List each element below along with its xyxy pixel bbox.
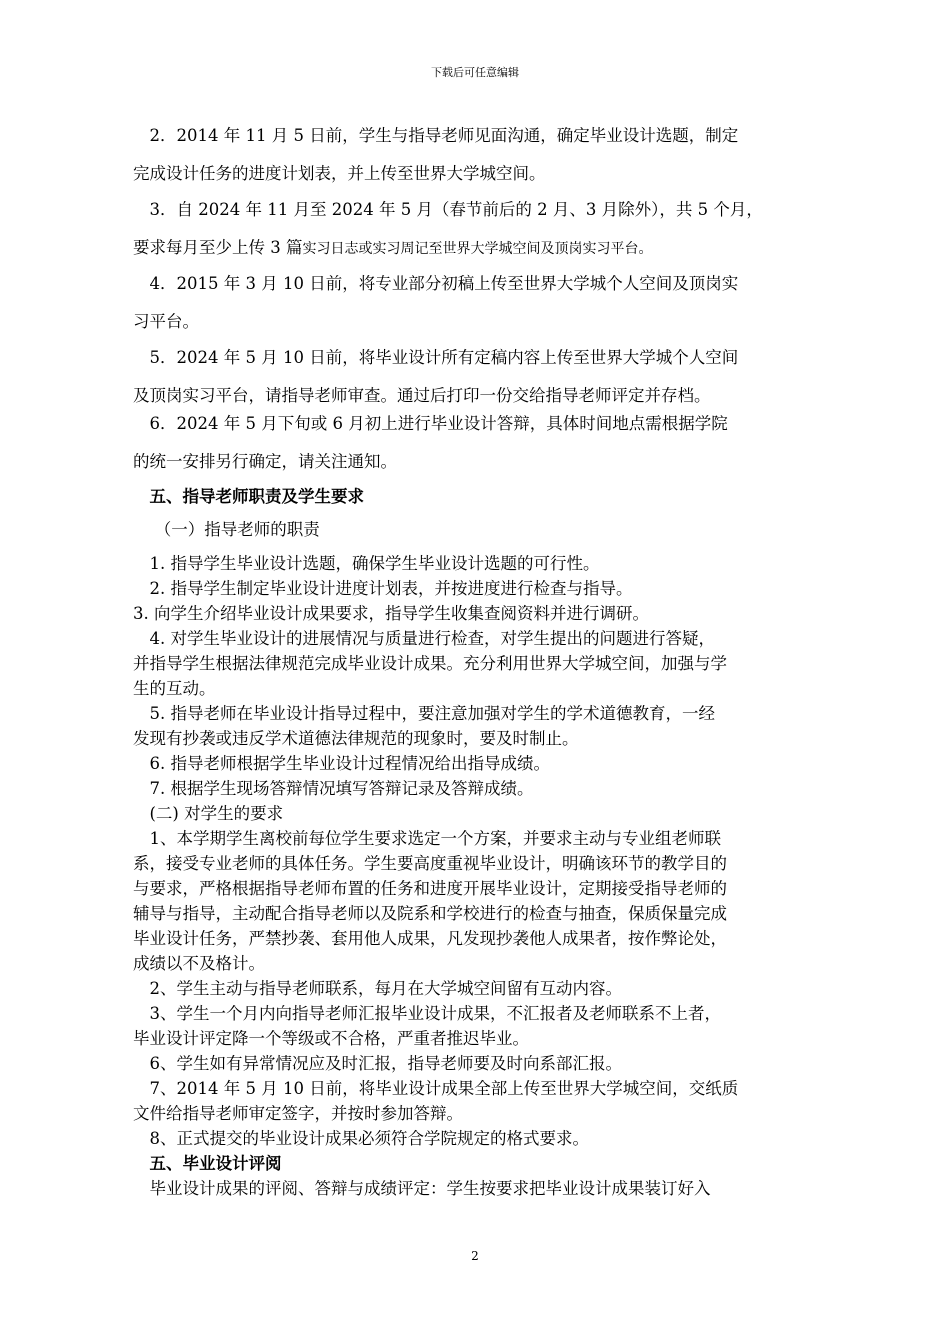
schedule-item-6: 6．2024 年 5 月下旬或 6 月初上进行毕业设计答辩，具体时间地点需根据学院 的统一安排另行确定，请关注通知。 [133,414,728,471]
page-header: 下载后可任意编辑 [431,66,519,79]
list-item: 4. 对学生毕业设计的进展情况与质量进行检查，对学生提出的问题进行答疑， 并指导学生根据法律规范完成毕业设计成果。充分利用世界大学城空间，加强与学 生的互动。 [133,629,727,698]
review-paragraph: 毕业设计成果的评阅、答辩与成绩评定：学生按要求把毕业设计成果装订好入 [133,1179,711,1198]
schedule-item-4: 4．2015 年 3 月 10 日前，将专业部分初稿上传至世界大学城个人空间及顶岗实 习平台。 [133,274,739,331]
list-item: 3、学生一个月内向指导老师汇报毕业设计成果，不汇报者及老师联系不上者， 毕业设计评定降一个等级或不合格，严重者推迟毕业。 [133,1004,721,1048]
page-number: 2 [471,1249,479,1263]
list-item: 6. 指导老师根据学生毕业设计过程情况给出指导成绩。 [133,754,550,773]
section-heading-duties: 五、指导老师职责及学生要求 [133,487,364,506]
schedule-item-2: 2．2014 年 11 月 5 日前，学生与指导老师见面沟通，确定毕业设计选题，制定 完成设计任务的进度计划表，并上传至世界大学城空间。 [133,126,739,183]
list-item: 1、本学期学生离校前每位学生要求选定一个方案，并要求主动与专业组老师联 系，接受专业老师的具体任务。学生要高度重视毕业设计，明确该环节的教学目的 与要求，严格根据指导老师布置的任务和进度开展毕业设计，定期接受指导老师的 辅导与指导，主动配合指导老师以及院系和学校进行的检查与抽查，保质保量完成 毕业设计任务，严禁抄袭、套用他人成果，凡发现抄袭他人成果者，按作弊论处， 成绩以不及格计。 [133,829,727,973]
list-item: 6、学生如有异常情况应及时汇报，指导老师要及时向系部汇报。 [133,1054,622,1073]
schedule-item-5: 5．2024 年 5 月 10 日前，将毕业设计所有定稿内容上传至世界大学城个人空间 及顶岗实习平台，请指导老师审查。通过后打印一份交给指导老师评定并存档。 [133,348,739,405]
list-item: 2. 指导学生制定毕业设计进度计划表，并按进度进行检查与指导。 [133,579,633,598]
list-item: 5. 指导老师在毕业设计指导过程中，要注意加强对学生的学术道德教育，一经 发现有抄袭或违反学术道德法律规范的现象时，要及时制止。 [133,704,715,748]
list-item: 7. 根据学生现场答辩情况填写答辩记录及答辩成绩。 [133,779,534,798]
teacher-duties-list [133,551,833,1201]
schedule-item-3: 3．自 2024 年 11 月至 2024 年 5 月（春节前后的 2 月、3 月除外），共 5 个月， 要求每月至少上传 3 篇实习日志或实习周记至世界大学城空间及顶岗实习平台。 [133,200,763,257]
list-item: 3. 向学生介绍毕业设计成果要求，指导学生收集查阅资料并进行调研。 [133,604,649,623]
section-heading-review: 五、毕业设计评阅 [133,1154,282,1173]
list-item: 8、正式提交的毕业设计成果必须符合学院规定的格式要求。 [133,1129,589,1148]
list-item: 7、2014 年 5 月 10 日前，将毕业设计成果全部上传至世界大学城空间，交纸质 文件给指导老师审定签字，并按时参加答辩。 [133,1079,739,1123]
list-item: 2、学生主动与指导老师联系，每月在大学城空间留有互动内容。 [133,979,622,998]
subheading-teacher-duties: （一）指导老师的职责 [133,520,320,539]
list-item: 1. 指导学生毕业设计选题，确保学生毕业设计选题的可行性。 [133,554,600,573]
subheading-student-requirements: (二) 对学生的要求 [133,804,284,823]
